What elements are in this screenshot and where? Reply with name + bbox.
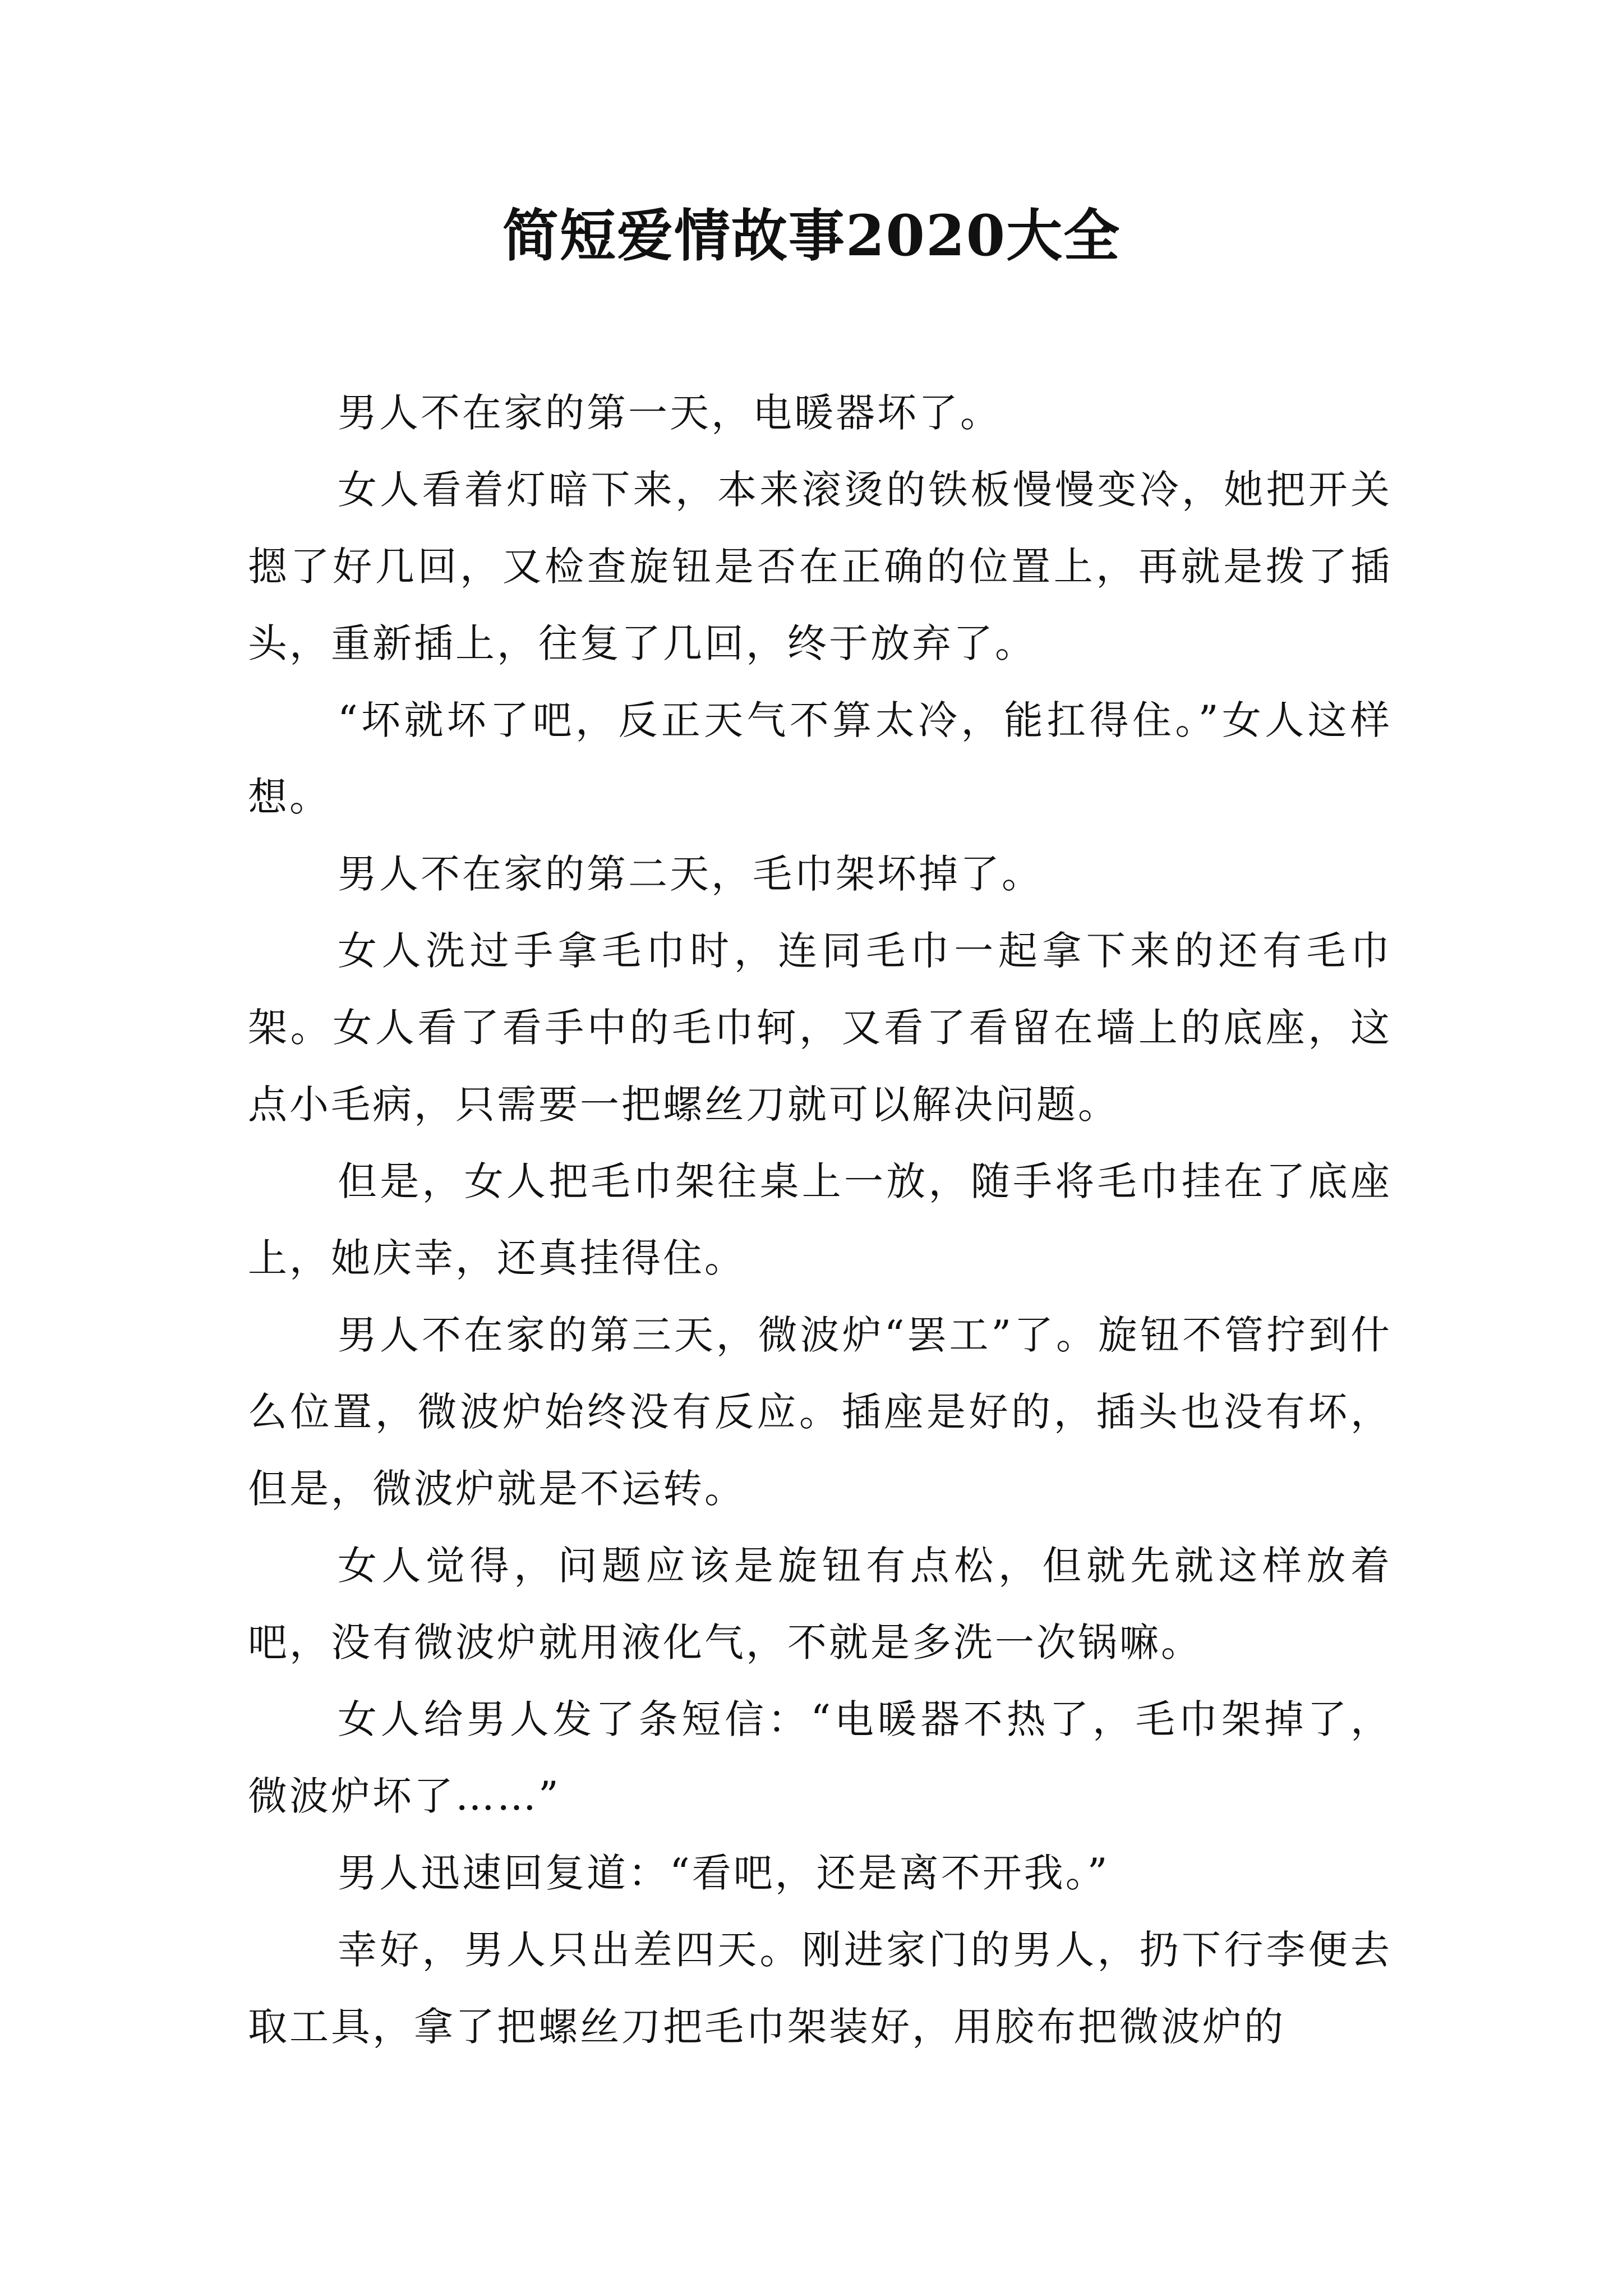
paragraph-3: “坏就坏了吧，反正天气不算太冷，能扛得住。”女人这样想。 xyxy=(248,697,1392,820)
paragraph-2: 女人看着灯暗下来，本来滚烫的铁板慢慢变冷，她把开关摁了好几回，又检查旋钮是否在正确的位置上，再就是拨了插头，重新插上，往复了几回，终于放弃了。 xyxy=(248,467,1392,666)
paragraph-8: 女人觉得，问题应该是旋钮有点松，但就先就这样放着吧，没有微波炉就用液化气，不就是多洗一次锅嘛。 xyxy=(248,1543,1392,1665)
paragraph-10: 男人迅速回复道：“看吧，还是离不开我。” xyxy=(338,1850,1110,1896)
paragraph-1: 男人不在家的第一天，电暖器坏了。 xyxy=(338,390,1002,436)
paragraph-4: 男人不在家的第二天，毛巾架坏掉了。 xyxy=(338,851,1043,897)
paragraph-11: 幸好，男人只出差四天。刚进家门的男人，扔下行李便去取工具，拿了把螺丝刀把毛巾架装好，用胶布把微波炉的 xyxy=(248,1927,1392,2050)
paragraph-9: 女人给男人发了条短信：“电暖器不热了，毛巾架掉了，微波炉坏了……” xyxy=(248,1696,1392,1819)
document-body xyxy=(248,375,1392,2065)
paragraph-5: 女人洗过手拿毛巾时，连同毛巾一起拿下来的还有毛巾架。女人看了看手中的毛巾轲，又看了看留在墙上的底座，这点小毛病，只需要一把螺丝刀就可以解决问题。 xyxy=(248,928,1392,1128)
document-title: 简短爱情故事2020大全 xyxy=(502,203,1121,269)
paragraph-7: 男人不在家的第三天，微波炉“罢工”了。旋钮不管拧到什么位置，微波炉始终没有反应。插座是好的，插头也没有坏，但是，微波炉就是不运转。 xyxy=(248,1312,1392,1512)
paragraph-6: 但是，女人把毛巾架往桌上一放，随手将毛巾挂在了底座上，她庆幸，还真挂得住。 xyxy=(248,1158,1392,1281)
